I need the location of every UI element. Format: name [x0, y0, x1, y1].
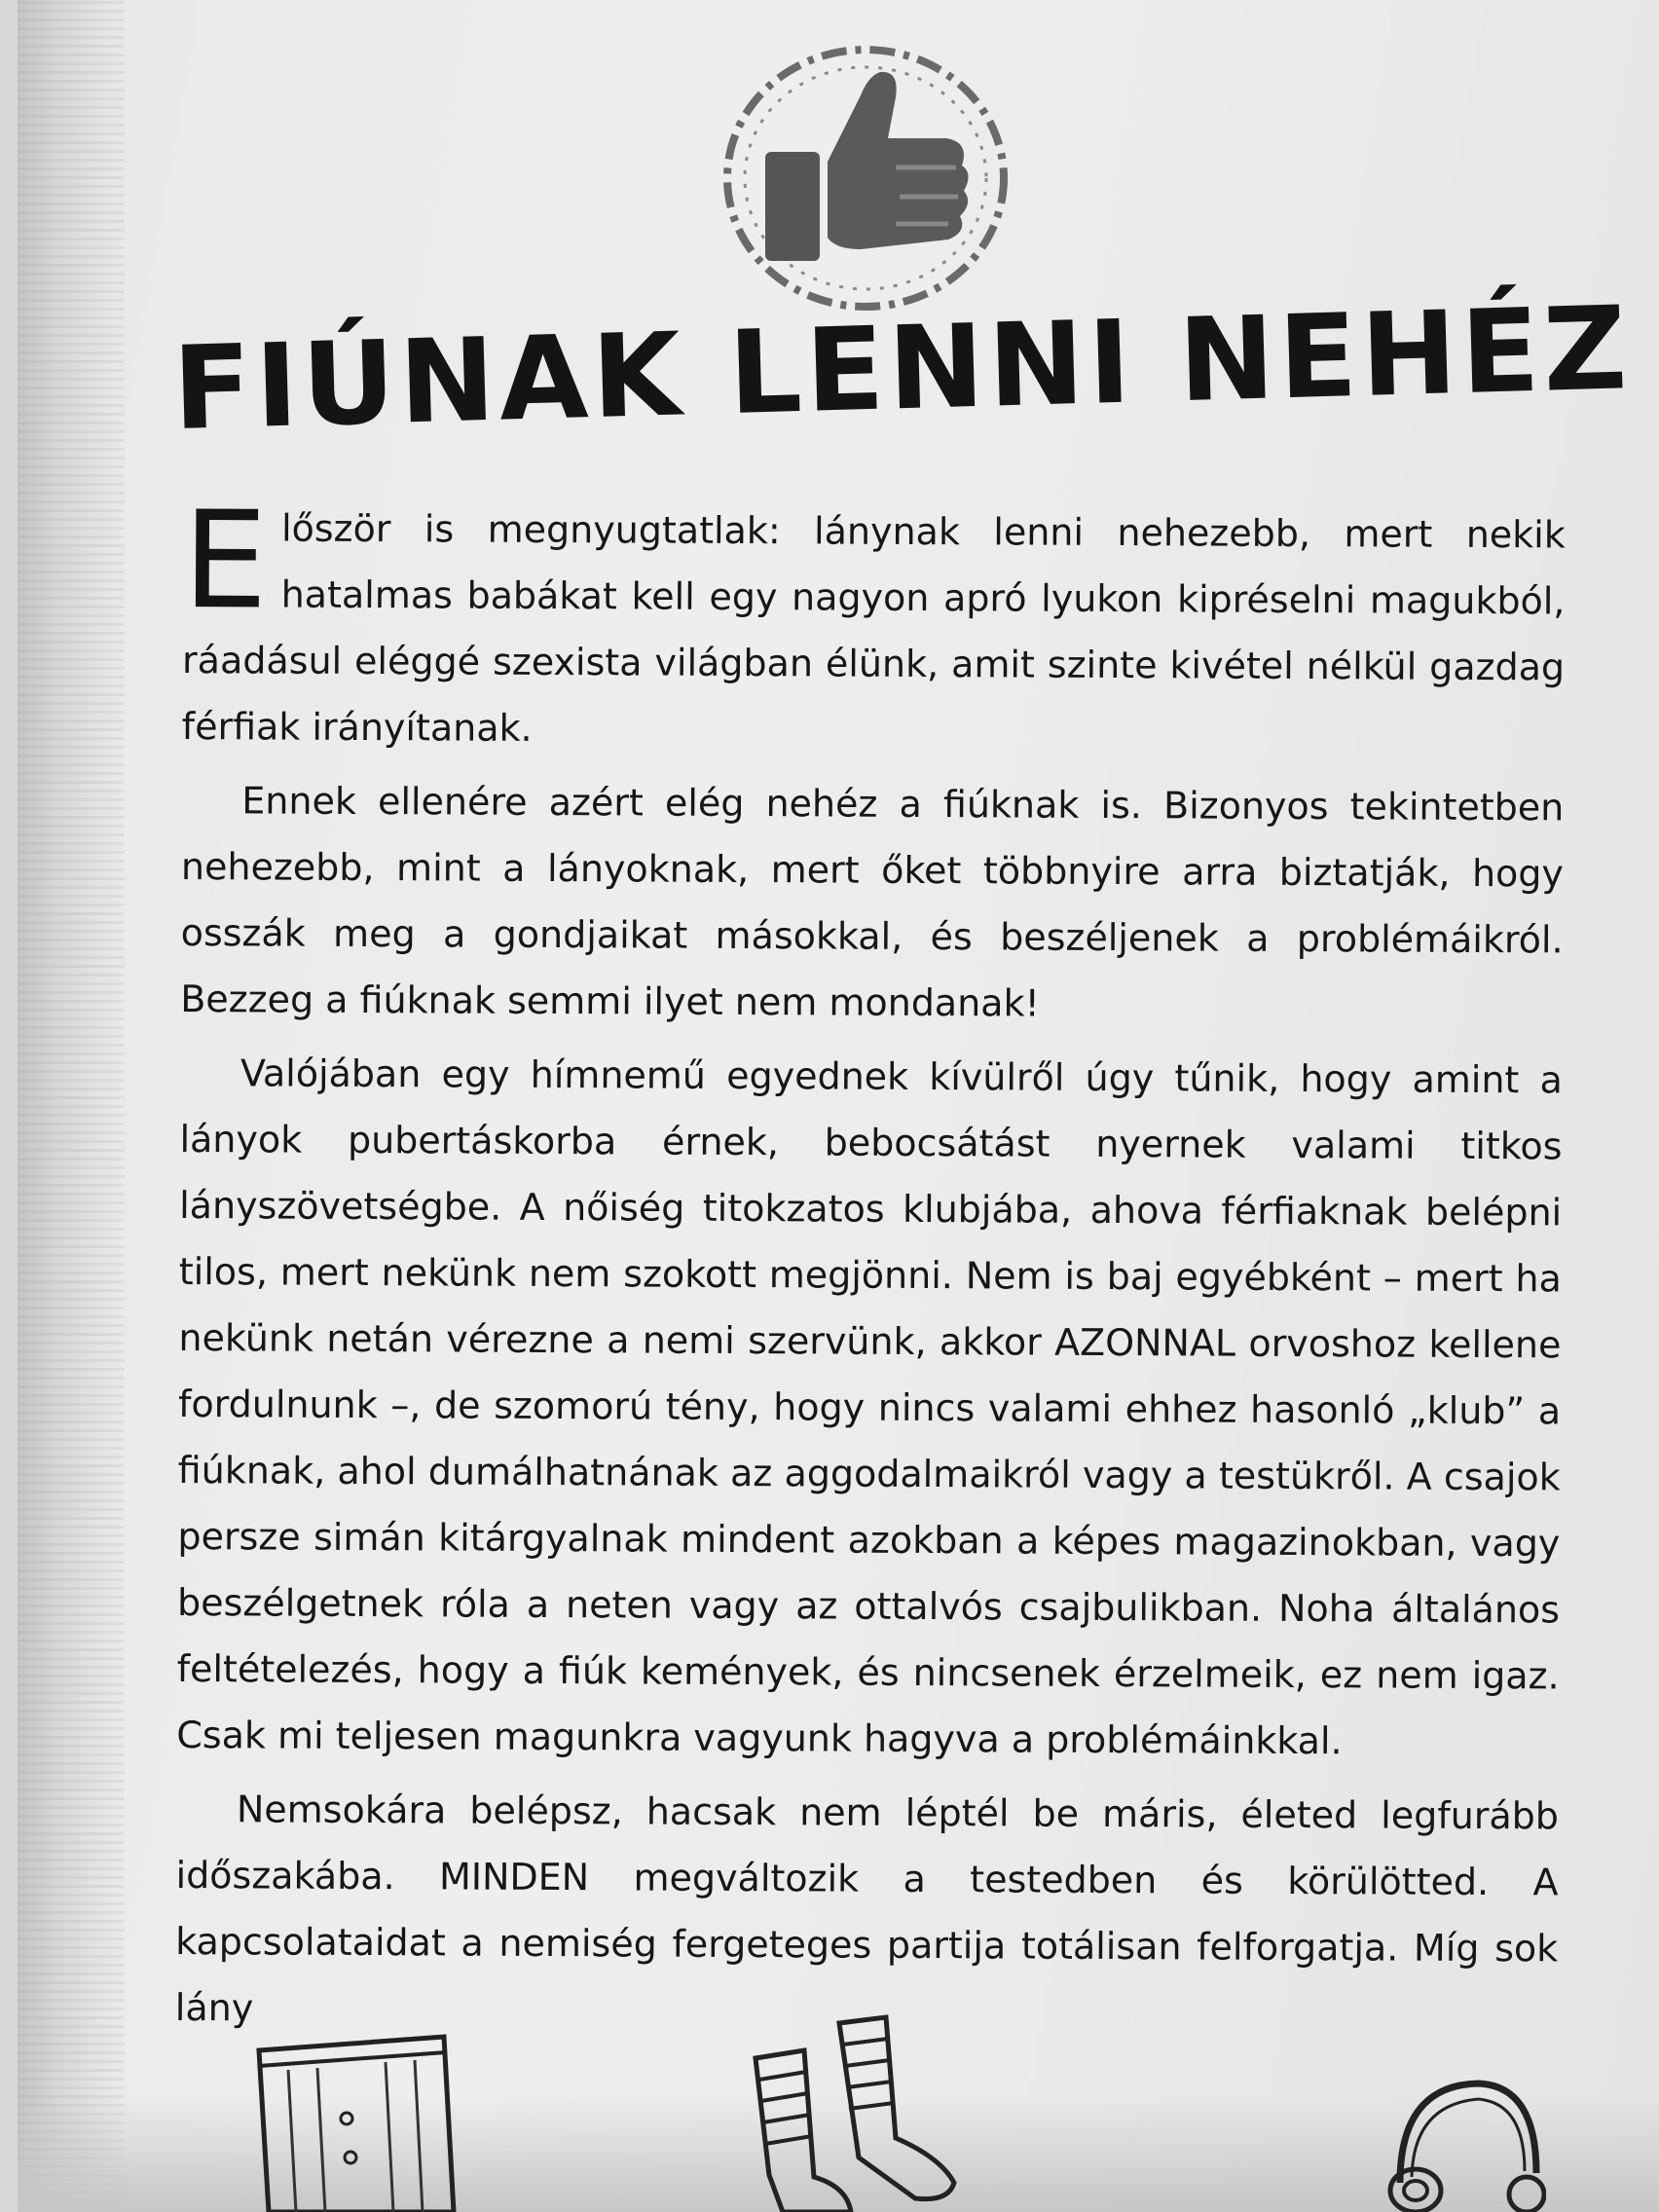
paragraph-4: Nemsokára belépsz, hacsak nem léptél be máris, életed legfurább időszakába. MINDEN megváltozik a testedben és körülötted. A kapcsolataidat a nemiség fergeteges partija totálisan felforgatja. Míg sok lány [174, 1788, 1560, 2030]
paragraph-3: Valójában egy hímnemű egyednek kívülről úgy tűnik, hogy amint a lányok pubertáskorba érnek, bebocsátást nyernek valami titkos lányszövetségbe. A nőiség titokzatos klubjába, ahova férfiaknak belépni tilos, mert nekünk nem szokott megjönni. Nem is baj egyébként – mert ha nekünk netán vérezne a nemi szervünk, akkor AZONNAL orvoshoz kellene fordulnunk –, de szomorú tény, hogy nincs valami ehhez hasonló „klub” a fiúknak, ahol dumálhatnának az aggodalmaikról vagy a testükről. A csajok persze simán kitárgyalnak mindent azokban a képes magazinokban, vagy beszélgetnek róla a neten vagy az ottalvós csajbulikban. Noha általános feltételezés, hogy a fiúk kemények, és nincsenek érzelmeik, ez nem igaz. Csak mi teljesen magunkra vagyunk hagyva a problémáinkkal. [176, 1051, 1563, 1763]
drop-cap: E [182, 482, 269, 640]
article-body [174, 482, 1566, 2055]
page-title: FIÚNAK LENNI NEHÉZ [170, 280, 1633, 456]
socks-icon [750, 2011, 993, 2212]
paragraph-1 [181, 482, 1566, 766]
paragraph-1-text: lőször is megnyugtatlak: lánynak lenni nehezebb, mert nekik hatalmas babákat kell egy nagyon apró lyukon kipréselni magukból, ráadásul eléggé szexista világban élünk, amit szinte kivétel nélkül gazdag férfiak irányítanak. [181, 506, 1566, 750]
grunge-border-left [18, 0, 125, 2212]
paragraph-2: Ennek ellenére azért elég nehéz a fiúknak is. Bizonyos tekintetben nehezebb, mint a lányoknak, mert őket többnyire arra biztatják, hogy osszák meg a gondjaikat másokkal, és beszéljenek a problémáikról. Bezzeg a fiúknak semmi ilyet nem mondanak! [180, 779, 1565, 1025]
boxers-icon [249, 2031, 463, 2212]
headphones-icon [1381, 2076, 1546, 2212]
thumbs-up-badge-icon [715, 37, 1016, 319]
book-page [18, 0, 1659, 2212]
